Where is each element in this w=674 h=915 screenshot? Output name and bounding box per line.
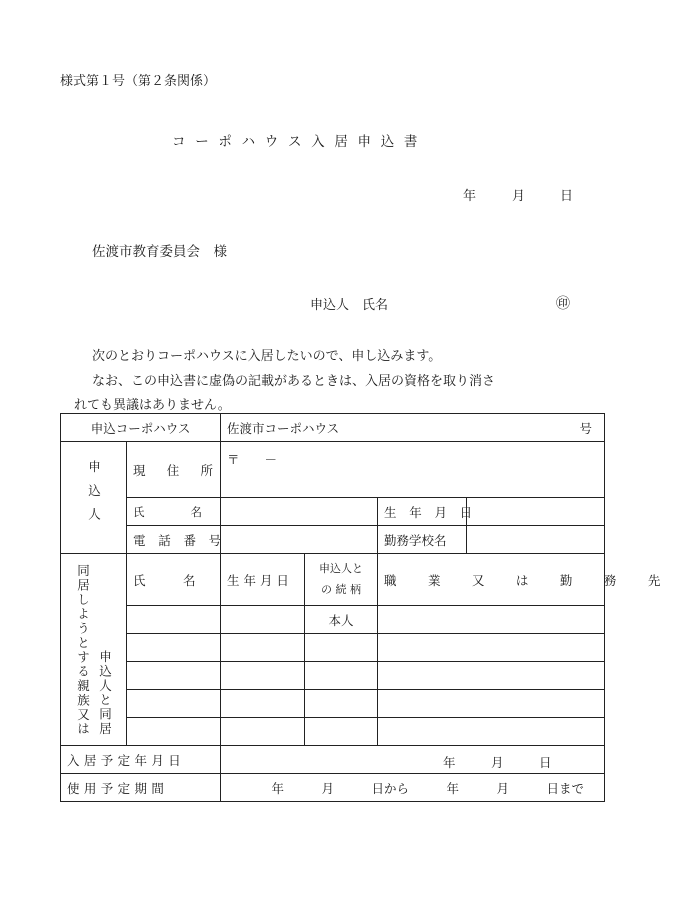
family-group-cell [61,554,127,746]
page-title: コ ー ポ ハ ウ ス 入 居 申 込 書 [172,134,421,150]
table-row-name [61,498,605,526]
family-col-birth: 生 年 月 日 [221,554,305,606]
table-row [61,718,605,746]
name-label: 氏 名 [127,498,221,526]
family-name-cell[interactable] [127,718,221,746]
family-name-cell[interactable] [127,634,221,662]
family-col-name: 氏 名 [127,554,221,606]
family-col-relation [305,554,378,606]
family-birth-cell[interactable] [221,662,305,690]
family-relation-cell[interactable] [305,718,378,746]
table-row [61,690,605,718]
postal-code-mark: 〒 － [227,452,278,467]
body-line-1: 次のとおりコーポハウスに入居したいので、申し込みます。 [92,349,442,364]
corp-house-value: 佐渡市コーポハウス [227,420,340,436]
corp-house-number-suffix: 号 [579,420,593,436]
phone-value-cell[interactable] [221,526,378,554]
table-row-corp-house [61,414,605,442]
addressee: 佐渡市教育委員会 様 [92,244,227,260]
family-occupation-cell[interactable] [378,690,605,718]
family-relation-cell[interactable] [305,634,378,662]
table-row [61,634,605,662]
birth-value-cell[interactable] [467,498,605,526]
date-day-label: 日 [560,189,574,204]
school-value-cell[interactable] [467,526,605,554]
address-value-cell[interactable] [221,442,605,498]
family-group-label-a: 申込人と同居 [97,650,113,737]
table-row-move-in [61,746,605,774]
table-row-family-header [61,554,605,606]
corp-house-label: 申込コーポハウス [61,414,221,442]
family-relation-cell[interactable] [305,662,378,690]
family-name-cell[interactable] [127,662,221,690]
corp-house-value-cell[interactable] [221,414,605,442]
seal-mark: ㊞ [556,296,570,312]
family-birth-cell[interactable] [221,690,305,718]
family-group-label-b: 同居しようとする親族又は [75,564,91,737]
phone-label: 電 話 番 号 [127,526,221,554]
applicant-group-cell [61,442,127,554]
family-relation-cell[interactable] [305,690,378,718]
period-label: 使用予定期間 [61,774,221,802]
school-label: 勤務学校名 [378,526,467,554]
move-in-label: 入居予定年月日 [61,746,221,774]
family-occupation-cell[interactable] [378,662,605,690]
move-in-day: 日 [539,755,552,770]
date-year-label: 年 [463,189,477,204]
family-birth-cell[interactable] [221,606,305,634]
form-number: 様式第１号（第２条関係） [60,74,217,89]
move-in-value-cell[interactable] [221,746,605,774]
address-label: 現 住 所 [127,442,221,498]
application-table [60,413,674,802]
table-row-period [61,774,605,802]
family-name-cell[interactable] [127,690,221,718]
applicant-name-label: 申込人 氏名 [310,298,389,313]
family-occupation-cell[interactable] [378,606,605,634]
table-row-address [61,442,605,498]
period-value[interactable]: 年 月 日から 年 月 日まで [221,774,605,802]
family-birth-cell[interactable] [221,718,305,746]
birth-label: 生 年 月 日 [378,498,467,526]
family-col-occupation: 職 業 又 は 勤 務 先 [378,554,605,606]
family-occupation-cell[interactable] [378,718,605,746]
applicant-group-label: 申込人 [86,460,102,532]
family-birth-cell[interactable] [221,634,305,662]
table-row [61,662,605,690]
body-line-3: れても異議はありません。 [74,398,231,413]
table-row [61,606,605,634]
name-value-cell[interactable] [221,498,378,526]
date-month-label: 月 [512,189,526,204]
family-relation-self: 本人 [305,606,378,634]
move-in-month: 月 [491,755,504,770]
body-line-2: なお、この申込書に虚偽の記載があるときは、入居の資格を取り消さ [92,374,496,389]
family-col-relation-line1: 申込人と [319,561,364,575]
family-col-relation-line2: の 続 柄 [321,582,362,596]
family-name-cell[interactable] [127,606,221,634]
move-in-year: 年 [443,755,456,770]
family-occupation-cell[interactable] [378,634,605,662]
table-row-phone [61,526,605,554]
date-line [0,185,630,205]
